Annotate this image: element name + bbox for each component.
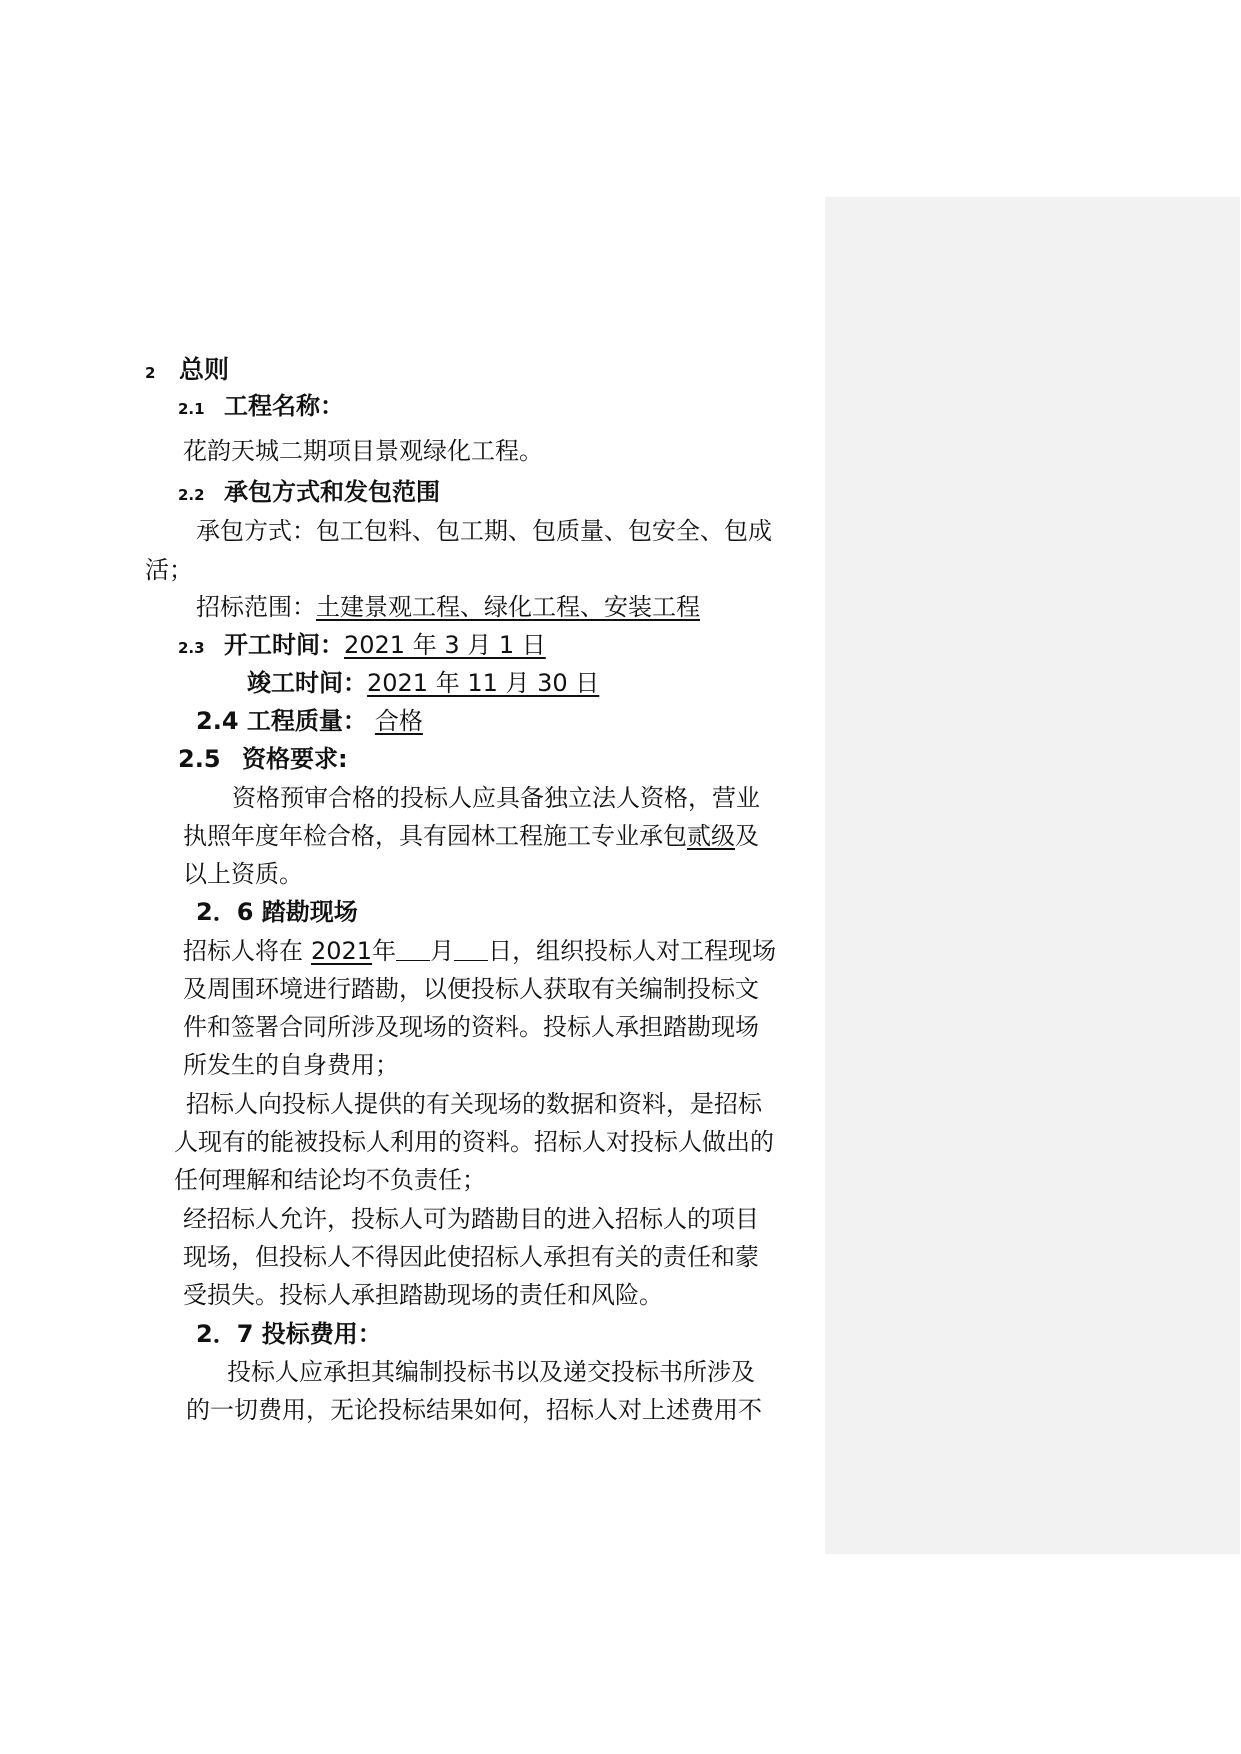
qualification-grade: 贰级 <box>687 822 735 850</box>
start-date-line <box>178 630 546 660</box>
end-date-value: 2021 年 11 月 30 日 <box>367 669 600 697</box>
heading-number: 2.3 <box>178 639 205 657</box>
heading-2-2 <box>178 477 440 507</box>
contract-mode-value: 包工包料、包工期、包质量、包安全、包成 <box>316 517 772 545</box>
quality-line <box>196 706 431 736</box>
heading-number: 2.1 <box>178 400 205 418</box>
heading-title: 承包方式和发包范围 <box>224 478 440 506</box>
quality-label: 2.4 工程质量： <box>196 707 367 735</box>
bid-scope-line <box>196 592 700 622</box>
section-heading <box>145 355 229 385</box>
qualification-line-3: 以上资质。 <box>183 860 303 888</box>
comment-margin-pane <box>825 197 1240 1554</box>
site-visit-day: 日，组织投标人对工程现场 <box>488 937 777 965</box>
end-date-line <box>247 668 599 698</box>
site-access-line-2: 现场，但投标人不得因此使招标人承担有关的责任和蒙 <box>183 1243 759 1271</box>
section-title: 总则 <box>179 355 230 384</box>
start-date-label: 开工时间： <box>224 631 344 659</box>
site-visit-line-1 <box>183 936 776 966</box>
contract-mode-label: 承包方式： <box>196 517 316 545</box>
start-date-value: 2021 年 3 月 1 日 <box>344 631 546 659</box>
bid-scope-value: 土建景观工程、绿化工程、安装工程 <box>316 593 700 621</box>
project-name: 花韵天城二期项目景观绿化工程。 <box>183 437 543 465</box>
heading-2-5 <box>178 744 348 774</box>
site-visit-year-suffix: 年 <box>372 937 397 965</box>
heading-number: 2.5 <box>178 745 221 773</box>
site-visit-line-2: 及周围环境进行踏勘，以便投标人获取有关编制投标文 <box>183 975 759 1003</box>
qualification-text: 执照年度年检合格，具有园林工程施工专业承包 <box>183 822 687 850</box>
site-access-line-3: 受损失。投标人承担踏勘现场的责任和风险。 <box>183 1281 663 1309</box>
heading-title: 工程名称： <box>224 392 344 420</box>
bid-scope-label: 招标范围： <box>196 593 316 621</box>
bid-cost-line-2: 的一切费用，无论投标结果如何，招标人对上述费用不 <box>186 1396 762 1424</box>
qualification-line-1: 资格预审合格的投标人应具备独立法人资格，营业 <box>232 784 760 812</box>
site-visit-line-3: 件和签署合同所涉及现场的资料。投标人承担踏勘现场 <box>183 1013 759 1041</box>
site-visit-year: 2021 <box>311 937 373 965</box>
heading-number: 2.2 <box>178 486 205 504</box>
site-visit-text: 招标人将在 <box>183 937 303 965</box>
heading-2-1 <box>178 391 344 421</box>
quality-value: 合格 <box>374 707 423 735</box>
site-visit-month: 月 <box>430 937 455 965</box>
site-data-line-1: 招标人向投标人提供的有关现场的数据和资料，是招标 <box>186 1090 762 1118</box>
day-blank <box>454 938 488 961</box>
site-access-line-1: 经招标人允许，投标人可为踏勘目的进入招标人的项目 <box>183 1205 759 1233</box>
heading-2-7: 2．7 投标费用： <box>196 1320 382 1348</box>
qualification-text-end: 及 <box>735 822 759 850</box>
month-blank <box>396 938 430 961</box>
section-number: 2 <box>145 364 156 382</box>
contract-mode-continuation: 活； <box>145 556 193 584</box>
heading-title: 资格要求: <box>242 745 348 773</box>
site-data-line-2: 人现有的能被投标人利用的资料。招标人对投标人做出的 <box>174 1128 774 1156</box>
end-date-label: 竣工时间： <box>247 669 367 697</box>
heading-2-6: 2．6 踏勘现场 <box>196 898 358 926</box>
contract-mode-line <box>196 516 772 546</box>
bid-cost-line-1: 投标人应承担其编制投标书以及递交投标书所涉及 <box>227 1358 755 1386</box>
site-visit-line-4: 所发生的自身费用； <box>183 1051 399 1079</box>
site-data-line-3: 任何理解和结论均不负责任； <box>174 1166 486 1194</box>
qualification-line-2 <box>183 821 759 851</box>
